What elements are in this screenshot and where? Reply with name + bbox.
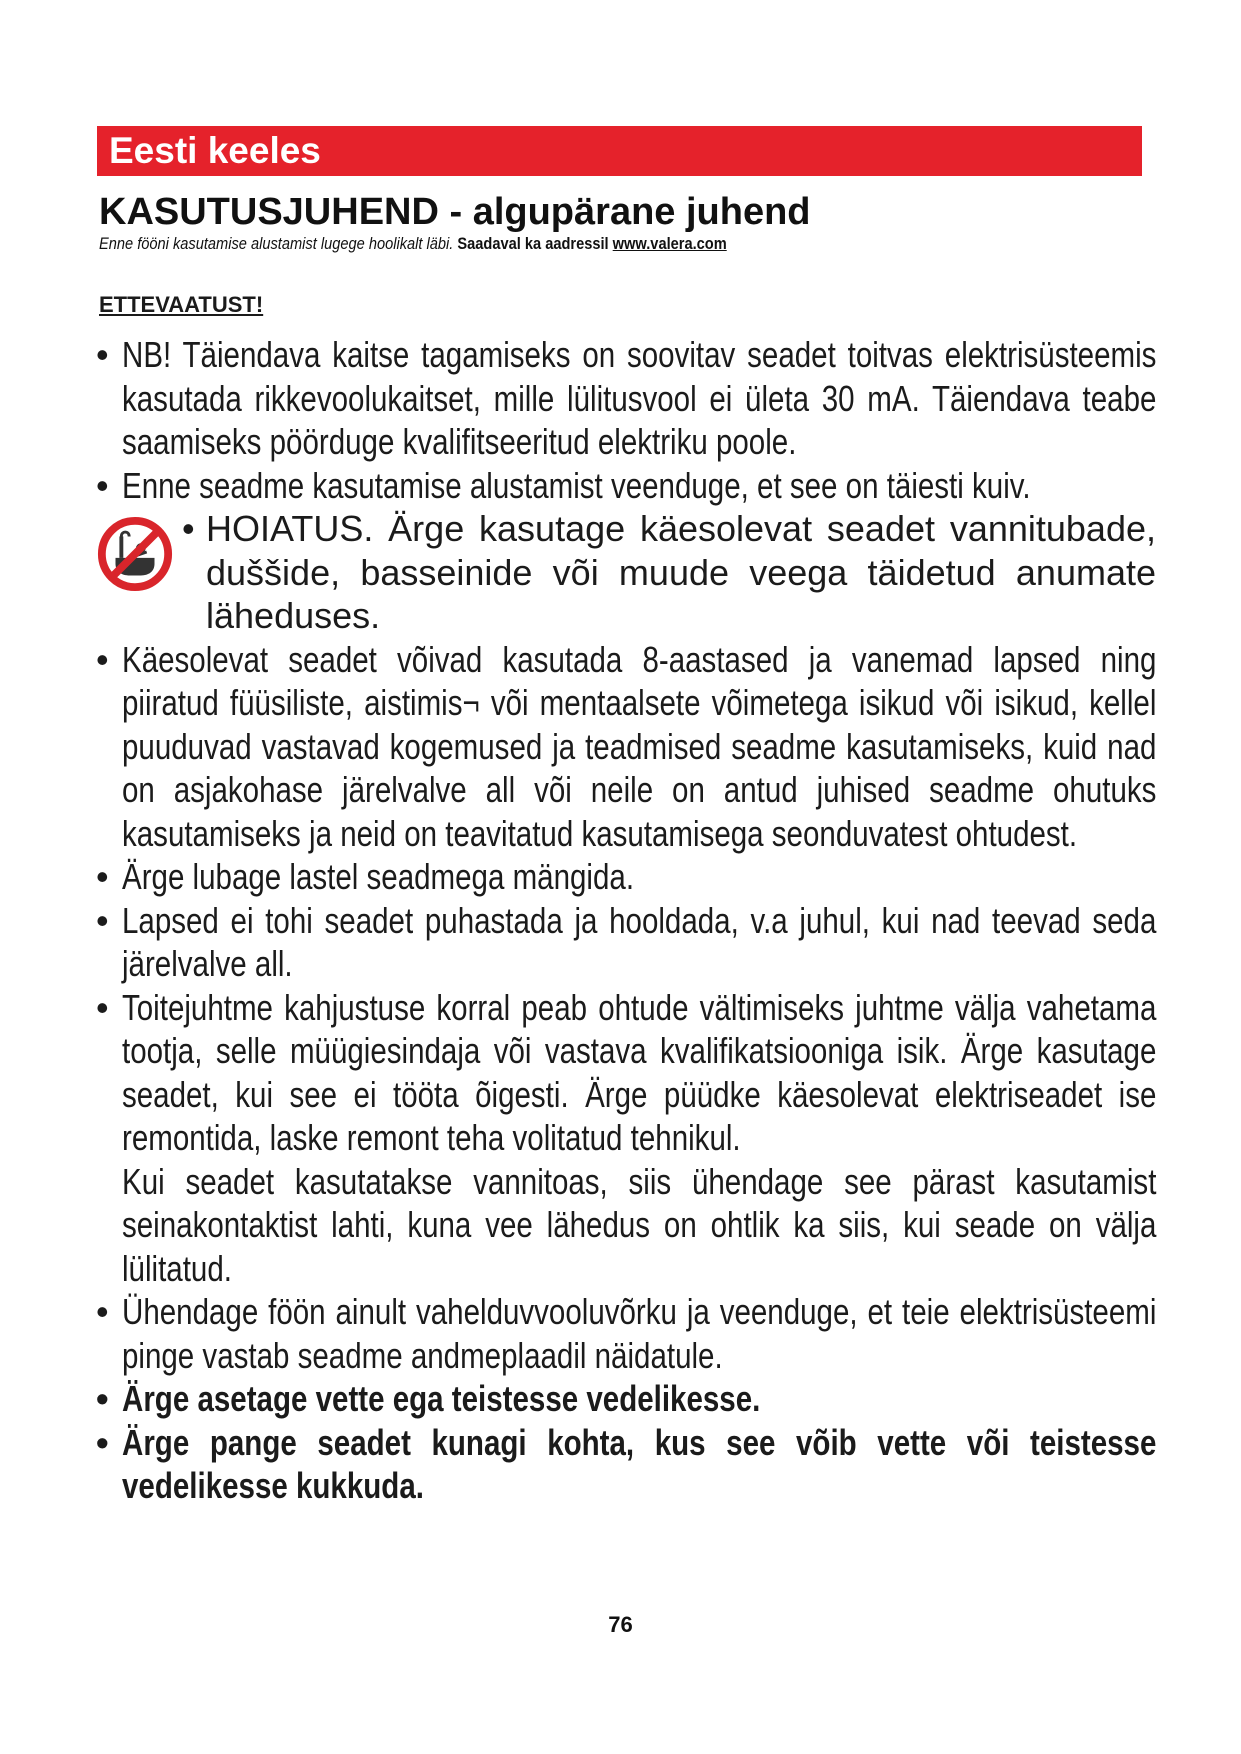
list-item (96, 1290, 1156, 1377)
list-item (96, 638, 1156, 856)
list-item (96, 333, 1156, 464)
bullet: • (182, 508, 195, 549)
item-text: Käesolevat seadet võivad kasutada 8-aastased ja vanemad lapsed ning piiratud füüsiliste, aistimis¬ või mentaalsete võimetega isikud või isikud, kellel puuduvad vastavad kogemused ja teadmised seadme kasutamiseks, kuid nad on asjakohase järelvalve all või neile on antud juhised seadme ohutuks kasutamiseks ja neid on teavitatud kasutamisega seonduvatest ohtudest. (122, 638, 1157, 854)
item-text: Lapsed ei tohi seadet puhastada ja hooldada, v.a juhul, kui nad teevad seda järelvalve all. (122, 899, 1157, 984)
bullet: • (96, 899, 109, 941)
list-item (96, 464, 1156, 508)
warning-heading: ETTEVAATUST! (99, 292, 264, 317)
no-bathtub-prohibition-icon (96, 515, 174, 593)
item-text: Ärge lubage lastel seadmega mängida. (122, 856, 635, 897)
language-bar: Eesti keeles (97, 126, 1142, 176)
bullet: • (96, 1421, 109, 1463)
item-text: Enne seadme kasutamise alustamist veenduge, et see on täiesti kuiv. (122, 464, 1031, 506)
available-text: Saadaval ka aadressil (457, 234, 609, 253)
list-item (96, 986, 1156, 1160)
list-item (96, 855, 1156, 899)
page-title: KASUTUSJUHEND - algupärane juhend (99, 191, 811, 233)
item-text: HOIATUS. Ärge kasutage käesolevat seadet vannitubade, duššide, basseinide või muude veega täidetud anumate läheduses. (206, 508, 1156, 636)
item-text: Ühendage föön ainult vahelduvvooluvõrku ja veenduge, et teie elektrisüsteemi pinge vastab seadme andmeplaadil näidatule. (122, 1291, 1157, 1376)
bullet: • (96, 986, 109, 1028)
bullet: • (96, 334, 109, 375)
item-text: Ärge pange seadet kunagi kohta, kus see võib vette või teistesse vedelikesse kukkuda. (122, 1421, 1157, 1506)
list-item-bold (96, 1377, 1156, 1421)
item-text: NB! Täiendava kaitse tagamiseks on soovitav seadet toitvas elektrisüsteemis kasutada rikkevoolukaitset, mille lülitusvool ei ületa 30 mA. Täiendava teabe saamiseks pöörduge kvalifitseeritud elektriku poole. (122, 334, 1157, 462)
list-item (96, 899, 1156, 986)
page-number: 76 (608, 1612, 633, 1637)
subtitle (99, 234, 1011, 254)
list-item-warning (96, 507, 1156, 638)
list-item-continuation (96, 1160, 1156, 1291)
website-link[interactable]: www.valera.com (612, 234, 727, 253)
safety-instructions (96, 333, 1156, 1508)
item-text: Ärge asetage vette ega teistesse vedelikesse. (122, 1378, 761, 1419)
bullet: • (96, 1291, 109, 1332)
bullet: • (96, 1378, 109, 1419)
item-text: Kui seadet kasutatakse vannitoas, siis ühendage see pärast kasutamist seinakontaktist lahti, kuna vee lähedus on ohtlik ka siis, kui seade on välja lülitatud. (122, 1160, 1157, 1289)
intro-text: Enne fööni kasutamise alustamist lugege hoolikalt läbi. (99, 234, 454, 253)
list-item-bold (96, 1421, 1156, 1508)
bullet: • (96, 856, 109, 897)
item-text: Toitejuhtme kahjustuse korral peab ohtude vältimiseks juhtme välja vahetama tootja, selle müügiesindaja või vastava kvalifikatsiooniga isik. Ärge kasutage seadet, kui see ei tööta õigesti. Ärge püüdke käesolevat elektriseadet ise remontida, laske remont teha volitatud tehnikul. (122, 986, 1157, 1158)
bullet: • (96, 638, 109, 680)
bullet: • (96, 464, 109, 506)
